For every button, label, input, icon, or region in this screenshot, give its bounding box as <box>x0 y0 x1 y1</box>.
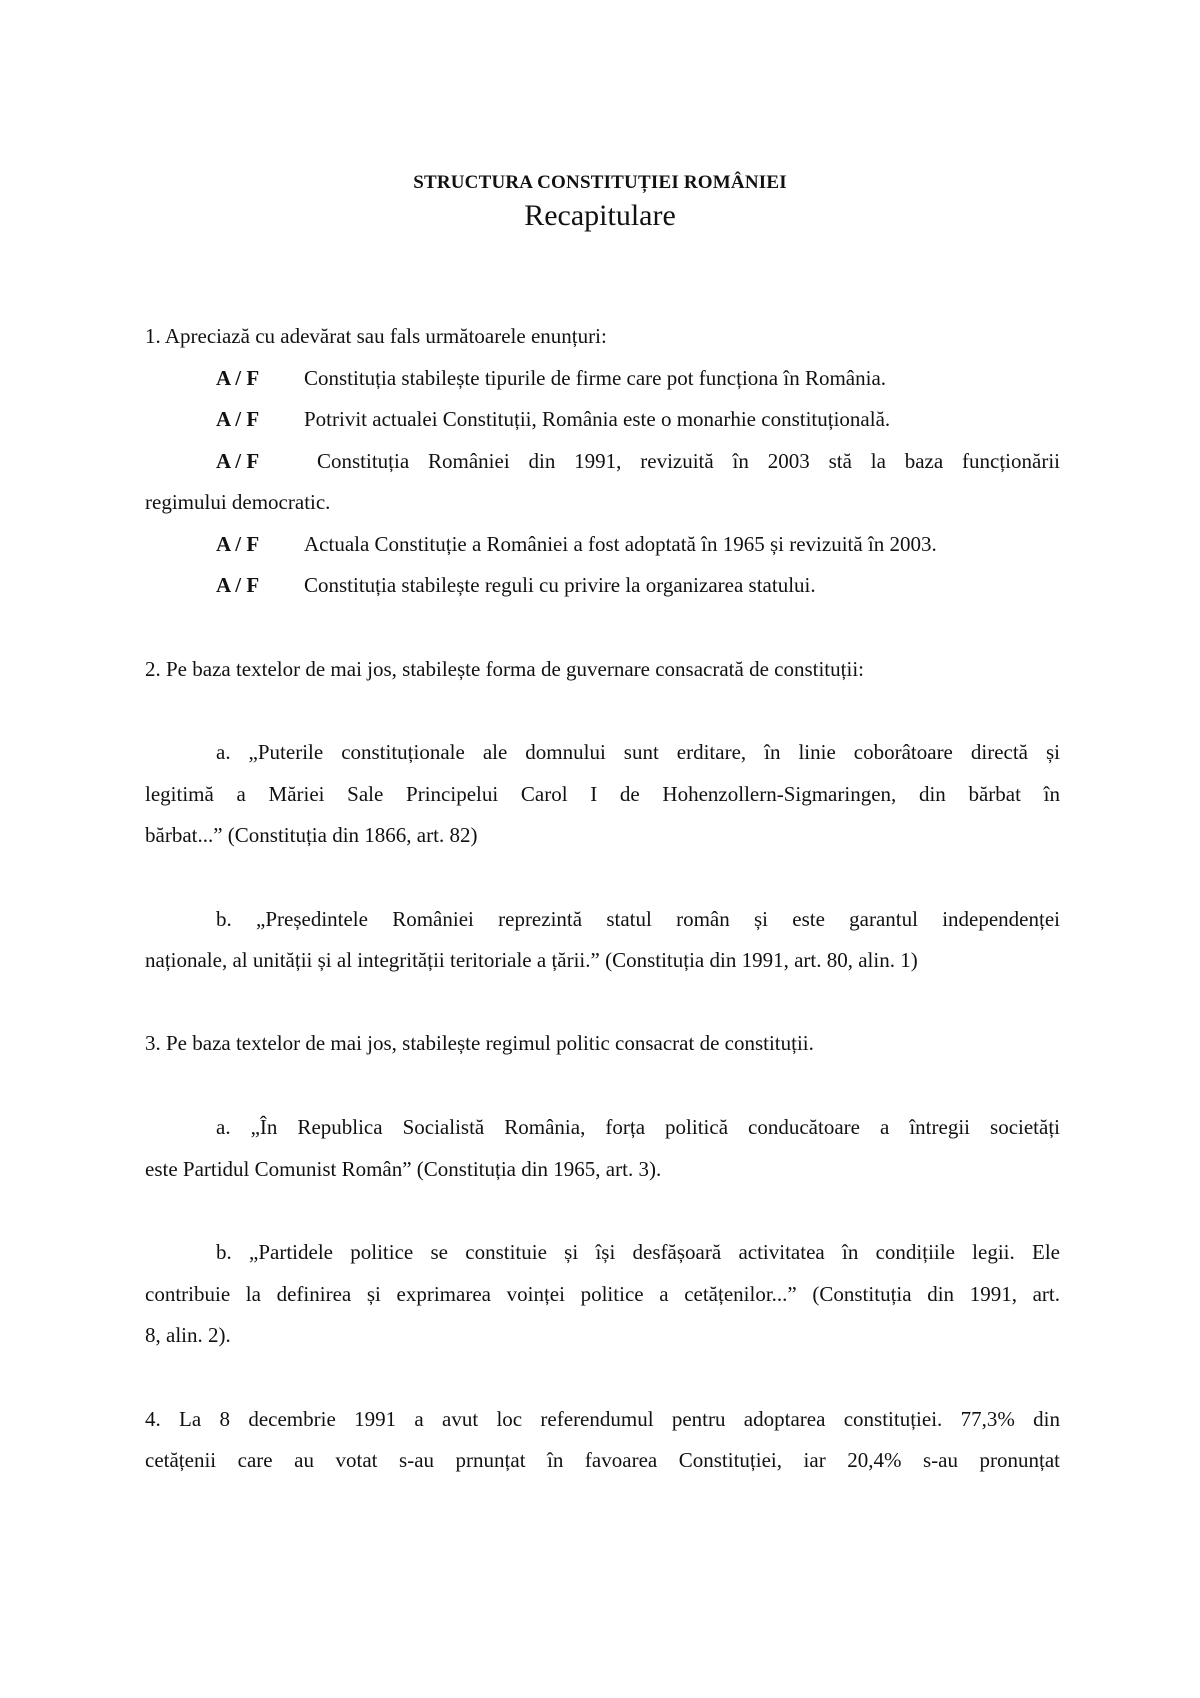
true-false-mark: A / F <box>216 532 260 556</box>
quote-line: b. „Președintele României reprezintă statul român și este garantul independenței <box>216 907 1060 931</box>
statement-text: Constituția stabilește tipurile de firme care pot funcționa în România. <box>304 366 887 390</box>
quote-line: 8, alin. 2). <box>145 1323 231 1347</box>
quote-line: legitimă a Măriei Sale Principelui Carol I de Hohenzollern-Sigmaringen, din bărbat în <box>145 782 1060 806</box>
question-1-prompt: 1. Apreciază cu adevărat sau fals următoarele enunțuri: <box>145 324 607 348</box>
page-subtitle: Recapitulare <box>524 199 676 232</box>
quote-line: a. „În Republica Socialistă România, forța politică conducătoare a întregii societăți <box>216 1115 1060 1139</box>
true-false-mark: A / F <box>216 366 260 390</box>
quote-line: b. „Partidele politice se constituie și își desfășoară activitatea în condițiile legii. Ele <box>216 1240 1060 1264</box>
page-title: STRUCTURA CONSTITUȚIEI ROMÂNIEI <box>413 172 787 193</box>
quote-line: a. „Puterile constituționale ale domnului sunt erditare, în linie coborâtoare directă și <box>216 740 1060 764</box>
question-4-line: cetățenii care au votat s-au prnunțat în favoarea Constituției, iar 20,4% s-au pronunțat <box>145 1448 1060 1472</box>
quote-line: contribuie la definirea și exprimarea voinței politice a cetățenilor...” (Constituția din 1991, art. <box>145 1282 1060 1306</box>
quote-line: bărbat...” (Constituția din 1866, art. 82) <box>145 823 478 847</box>
true-false-mark: A / F <box>216 407 260 431</box>
statement-text: Actuala Constituție a României a fost adoptată în 1965 și revizuită în 2003. <box>304 532 937 556</box>
quote-line: este Partidul Comunist Român” (Constituția din 1965, art. 3). <box>145 1157 662 1181</box>
statement-continuation: regimului democratic. <box>145 490 331 514</box>
statement-text: Constituția României din 1991, revizuită în 2003 stă la baza funcționării <box>317 449 1060 473</box>
true-false-mark: A / F <box>216 573 260 597</box>
statement-text: Potrivit actualei Constituții, România este o monarhie constituțională. <box>304 407 891 431</box>
true-false-mark: A / F <box>216 449 260 473</box>
question-4-line: 4. La 8 decembrie 1991 a avut loc referendumul pentru adoptarea constituției. 77,3% din <box>145 1407 1060 1431</box>
statement-text: Constituția stabilește reguli cu privire la organizarea statului. <box>304 573 816 597</box>
question-3-prompt: 3. Pe baza textelor de mai jos, stabilește regimul politic consacrat de constituții. <box>145 1031 814 1055</box>
question-2-prompt: 2. Pe baza textelor de mai jos, stabilește forma de guvernare consacrată de constituții: <box>145 657 864 681</box>
quote-line: naționale, al unității și al integrității teritoriale a țării.” (Constituția din 1991, art. 80, alin. 1) <box>145 948 918 972</box>
